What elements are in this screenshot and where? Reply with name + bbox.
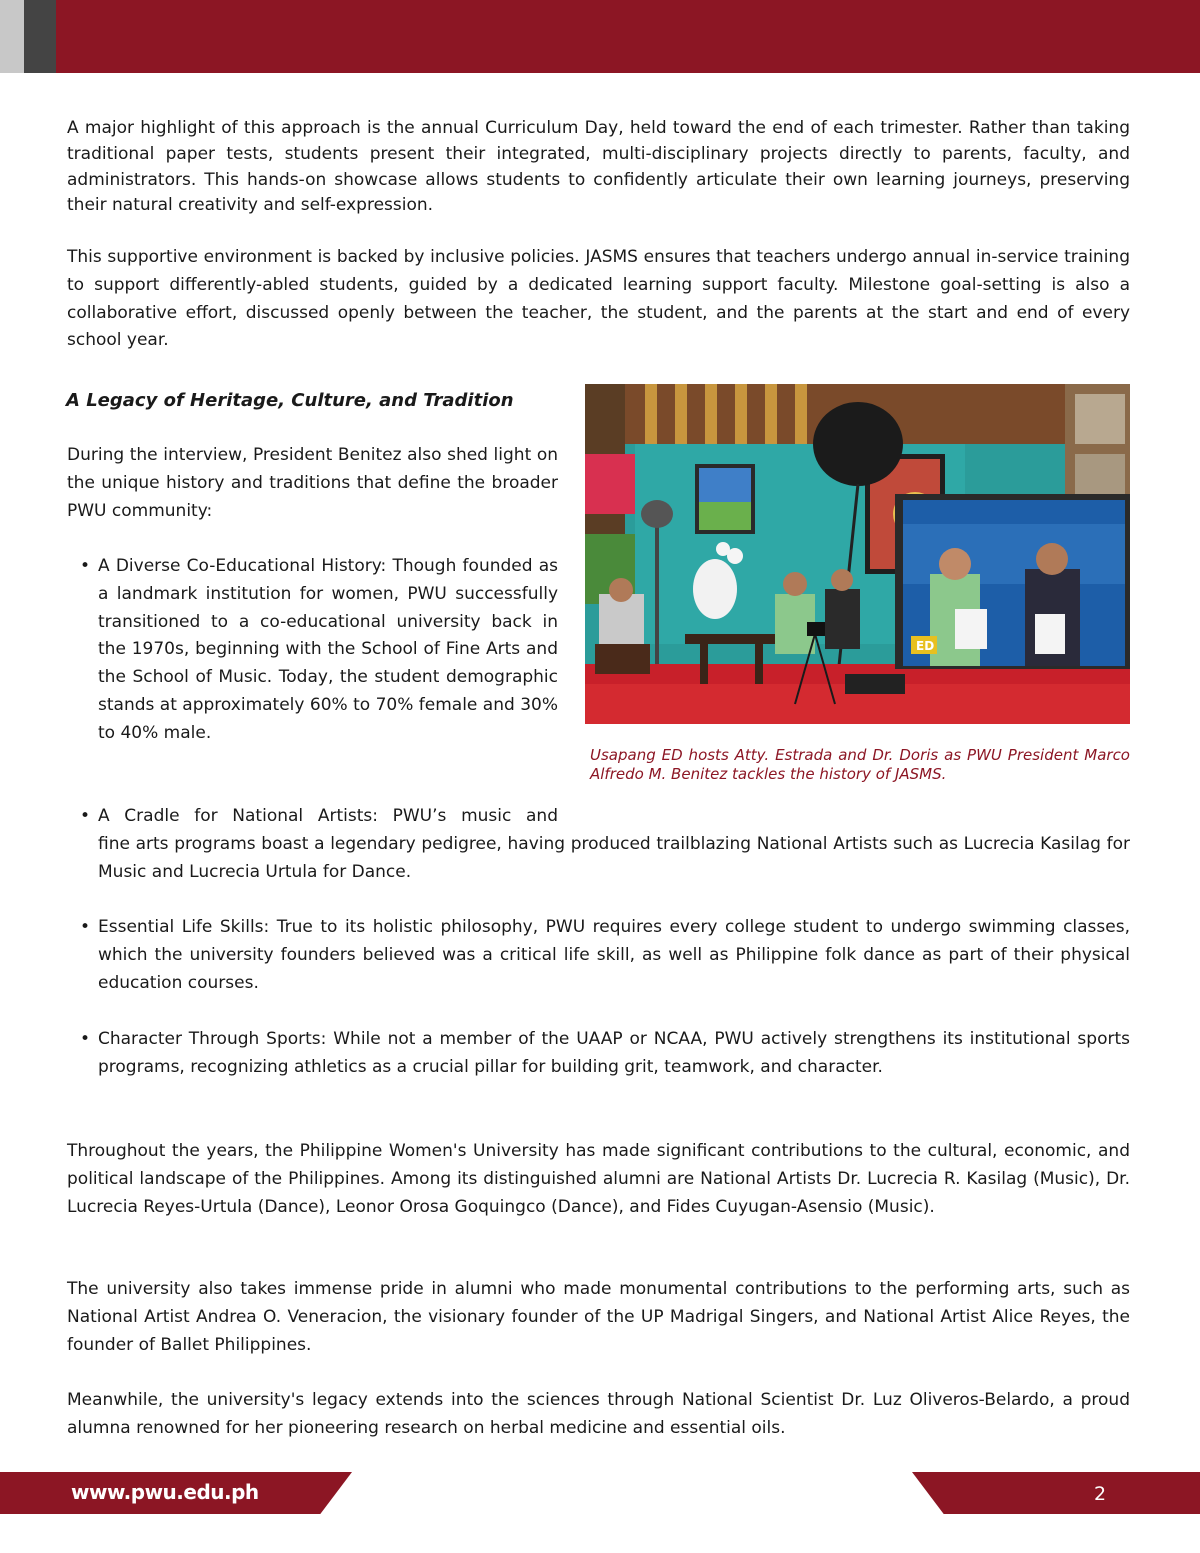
bullet-national-artists-first-line: • A Cradle for National Artists: PWU’s music and xyxy=(98,806,558,826)
bullet-life-skills: • Essential Life Skills: True to its holistic philosophy, PWU requires every college student to undergo swimming classes, which the university founders believed was a critical life skill, as well as Philippine folk dance as part of their physical education courses. xyxy=(66,914,1130,997)
header-bar xyxy=(0,0,1200,73)
performing-arts-paragraph: The university also takes immense pride in alumni who made monumental contributions to the performing arts, such as National Artist Andrea O. Veneracion, the visionary founder of the UP Madrigal Singers, and National Artist Alice Reyes, the founder of Ballet Philippines. xyxy=(67,1279,1130,1355)
screen-ed-logo: ED xyxy=(916,639,935,653)
inclusive-policies-paragraph: This supportive environment is backed by inclusive policies. JASMS ensures that teachers undergo annual in-service training to support differently-abled students, guided by a dedicated learning support faculty. Milestone goal-setting is also a collaborative effort, discussed openly between the teacher, the student, and the parents at the start and end of every school year. xyxy=(67,247,1130,351)
bullet-sports: • Character Through Sports: While not a member of the UAAP or NCAA, PWU actively strengthens its institutional sports programs, recognizing athletics as a crucial pillar for building grit, teamwork, and character. xyxy=(66,1026,1130,1082)
footer-right-band xyxy=(912,1472,1200,1514)
page-number: 2 xyxy=(1094,1483,1107,1505)
photo-illustration xyxy=(585,384,1130,724)
header-stripe-dark xyxy=(24,0,56,73)
bullet-national-artists-continuation: fine arts programs boast a legendary pedigree, having produced trailblazing National Artists such as Lucrecia Kasilag for Music and Lucrecia Urtula for Dance. xyxy=(98,833,1130,882)
heritage-bullet-list xyxy=(66,553,558,748)
photo-caption: Usapang ED hosts Atty. Estrada and Dr. Doris as PWU President Marco Alfredo M. Benitez tackles the history of JASMS. xyxy=(590,746,1130,783)
bullet-national-artists xyxy=(66,803,1130,886)
heritage-bullet-list-continued xyxy=(66,803,1130,1109)
talk-show-photo xyxy=(585,384,1130,724)
interview-paragraph: During the interview, President Benitez also shed light on the unique history and traditions that define the broader PWU community: xyxy=(67,445,558,521)
header-stripe-light xyxy=(0,0,24,73)
footer-website-link[interactable]: www.pwu.edu.ph xyxy=(71,1480,259,1504)
section-heading: A Legacy of Heritage, Culture, and Tradition xyxy=(66,390,514,411)
bullet-coed-history: • A Diverse Co-Educational History: Though founded as a landmark institution for women, PWU successfully transitioned to a co-educational university back in the 1970s, beginning with the School of Fine Arts and the School of Music. Today, the student demographic stands at approximately 60% to 70% female and 30% to 40% male. xyxy=(66,553,558,748)
contributions-paragraph: Throughout the years, the Philippine Women's University has made significant contributions to the cultural, economic, and political landscape of the Philippines. Among its distinguished alumni are National Artists Dr. Lucrecia R. Kasilag (Music), Dr. Lucrecia Reyes-Urtula (Dance), Leonor Orosa Goquingco (Dance), and Fides Cuyugan-Asensio (Music). xyxy=(67,1141,1130,1217)
sciences-paragraph: Meanwhile, the university's legacy extends into the sciences through National Scientist Dr. Luz Oliveros-Belardo, a proud alumna renowned for her pioneering research on herbal medicine and essential oils. xyxy=(67,1390,1130,1438)
intro-paragraph: A major highlight of this approach is the annual Curriculum Day, held toward the end of each trimester. Rather than taking traditional paper tests, students present their integrated, multi-disciplinary projects directly to parents, faculty, and administrators. This hands-on showcase allows students to confidently articulate their own learning journeys, preserving their natural creativity and self-expression. xyxy=(67,118,1130,216)
